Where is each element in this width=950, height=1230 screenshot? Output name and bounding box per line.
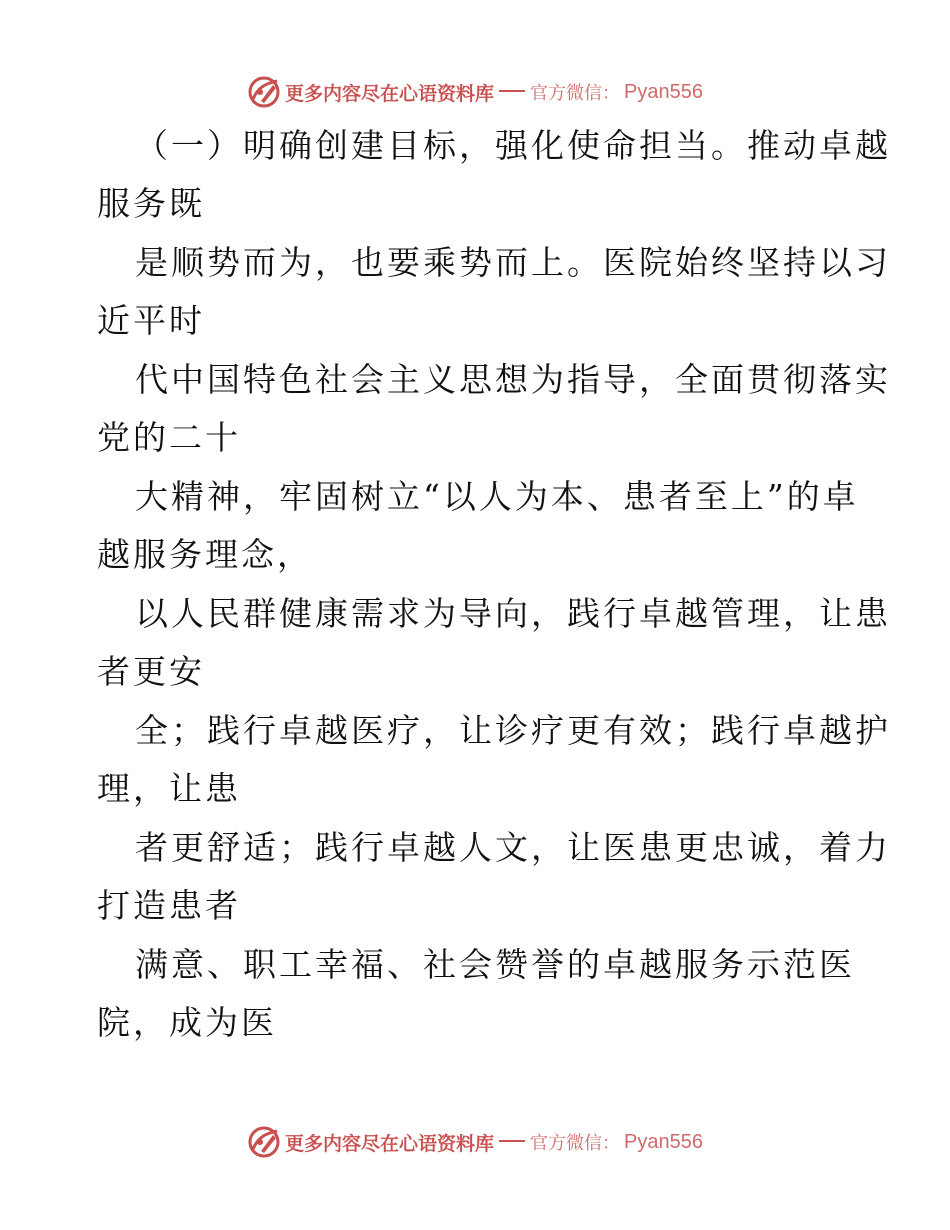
paragraph-line: 近平时 [97, 301, 205, 340]
footer-banner-inner [247, 1125, 703, 1159]
paragraph-line: 满意、职工幸福、社会赞誉的卓越服务示范医 [135, 945, 855, 984]
banner-wechat-label: 官方微信： [530, 1133, 621, 1154]
pen-logo-icon [247, 1125, 281, 1159]
paragraph-line: 越服务理念， [97, 535, 313, 574]
paragraph-line: 全；践行卓越医疗，让诊疗更有效；践行卓越护 [135, 711, 891, 750]
banner-wechat-id: Pyan556 [624, 1130, 703, 1153]
paragraph-line: 以人民群健康需求为导向，践行卓越管理，让患 [135, 594, 891, 633]
banner-wechat-label: 官方微信： [530, 83, 621, 104]
paragraph-line: 者更舒适；践行卓越人文，让医患更忠诚，着力 [135, 828, 891, 867]
paragraph-line: 者更安 [97, 652, 205, 691]
paragraph-line: 服务既 [97, 184, 205, 223]
paragraph-line: 院，成为医 [97, 1003, 277, 1042]
paragraph-line: 大精神，牢固树立“以人为本、患者至上”的卓 [135, 477, 859, 516]
paragraph-line: （一）明确创建目标，强化使命担当。推动卓越 [135, 126, 891, 165]
banner-dash [499, 90, 525, 92]
banner-wechat-id: Pyan556 [624, 80, 703, 103]
pen-logo-icon [247, 75, 281, 109]
paragraph-line: 代中国特色社会主义思想为指导，全面贯彻落实 [135, 360, 891, 399]
paragraph-line: 党的二十 [97, 418, 241, 457]
footer-banner [0, 1122, 950, 1162]
header-banner-inner [247, 75, 703, 109]
banner-dash [499, 1140, 525, 1142]
banner-title: 更多内容尽在心语资料库 [285, 82, 495, 105]
banner-title: 更多内容尽在心语资料库 [285, 1132, 495, 1155]
paragraph-line: 理，让患 [97, 769, 241, 808]
header-banner [0, 72, 950, 112]
paragraph-line: 打造患者 [97, 886, 241, 925]
paragraph-line: 是顺势而为，也要乘势而上。医院始终坚持以习 [135, 243, 891, 282]
